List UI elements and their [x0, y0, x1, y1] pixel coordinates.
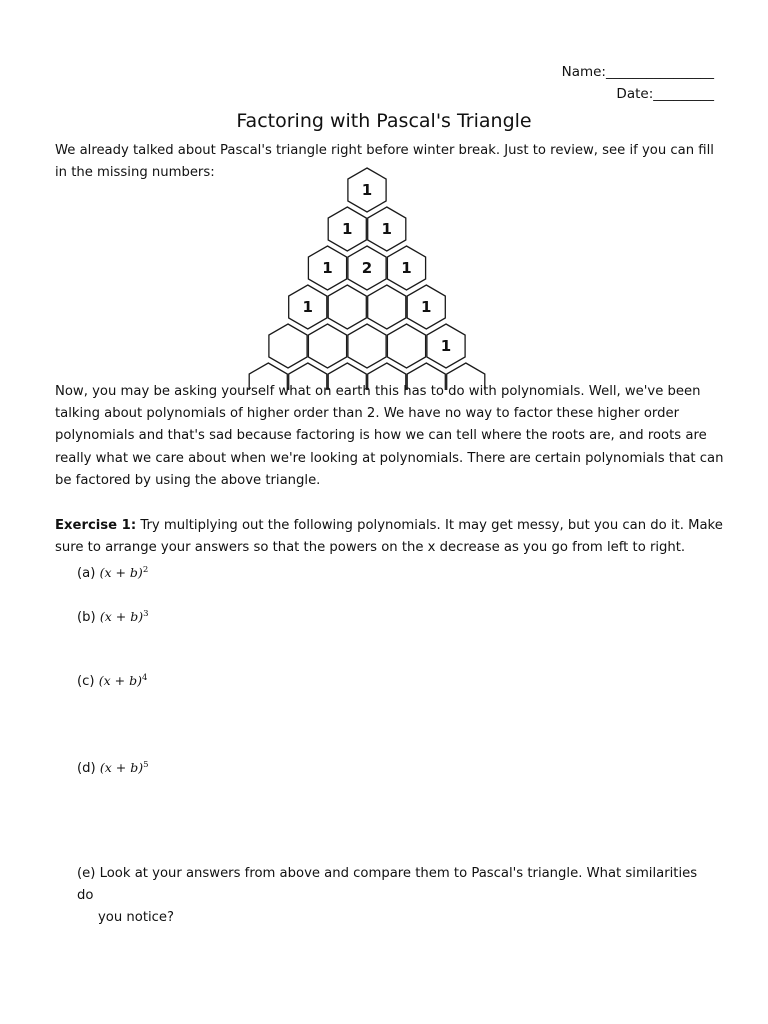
- name-field-line: Name:________________: [561, 64, 714, 80]
- hex-cell: [269, 324, 307, 368]
- problem-c: [77, 667, 147, 693]
- problem-label: (c): [77, 674, 95, 690]
- hex-number: 2: [361, 259, 373, 277]
- exercise-label: Exercise 1:: [55, 518, 137, 533]
- problem-d: [77, 754, 149, 780]
- hex-number: 1: [361, 181, 373, 199]
- exercise-text: Try multiplying out the following polynomials. It may get messy, but you can do it. Make sure to arrange your answers so that the powers on the x decrease as you go from left to right.: [55, 518, 723, 556]
- pascal-triangle-figure: [0, 0, 768, 390]
- problem-label: (e): [77, 866, 96, 881]
- hex-number: 1: [342, 220, 353, 238]
- hex-cell: [387, 324, 425, 368]
- problem-e: [77, 863, 717, 929]
- hex-cell: [348, 324, 386, 368]
- problem-e-line-2: you notice?: [98, 910, 175, 925]
- hex-number: 1: [421, 298, 432, 316]
- problem-b: [77, 603, 149, 629]
- problem-expression: $(x + b)^3$: [99, 609, 149, 625]
- hex-number: 1: [401, 259, 412, 277]
- problem-expression: $(x + b)^2$: [99, 565, 149, 581]
- hex-number: 1: [322, 259, 333, 277]
- problem-e-line-1: Look at your answers from above and compare them to Pascal's triangle. What similarities do: [77, 866, 698, 903]
- problem-label: (d): [77, 761, 96, 777]
- hex-cell: [328, 285, 366, 329]
- problem-expression: $(x + b)^5$: [99, 760, 149, 776]
- problem-expression: $(x + b)^4$: [98, 673, 148, 689]
- date-field-line: Date:_________: [616, 86, 714, 102]
- exercise-1-instructions: [55, 515, 725, 559]
- intro-paragraph: We already talked about Pascal's triangle right before winter break. Just to review, see if you can fill in the missing numbers:: [55, 143, 714, 181]
- hex-number: 1: [302, 298, 313, 316]
- hex-cell: [368, 285, 406, 329]
- polynomials-paragraph: Now, you may be asking yourself what on earth this has to do with polynomials. Well, we've been talking about polynomials of higher order than 2. We have no way to factor these higher order polynomials and that's sad because factoring is how we can tell where the roots are, and roots are really what we care about when we're looking at polynomials. There are certain polynomials that can be factored by using the above triangle.: [55, 384, 724, 488]
- problem-label: (b): [77, 610, 96, 626]
- hex-number: 1: [440, 337, 452, 355]
- hex-number: 1: [381, 220, 392, 238]
- problem-label: (a): [77, 566, 96, 582]
- worksheet-title: Factoring with Pascal's Triangle: [236, 110, 532, 132]
- hex-cell: [308, 324, 346, 368]
- problem-a: [77, 559, 148, 585]
